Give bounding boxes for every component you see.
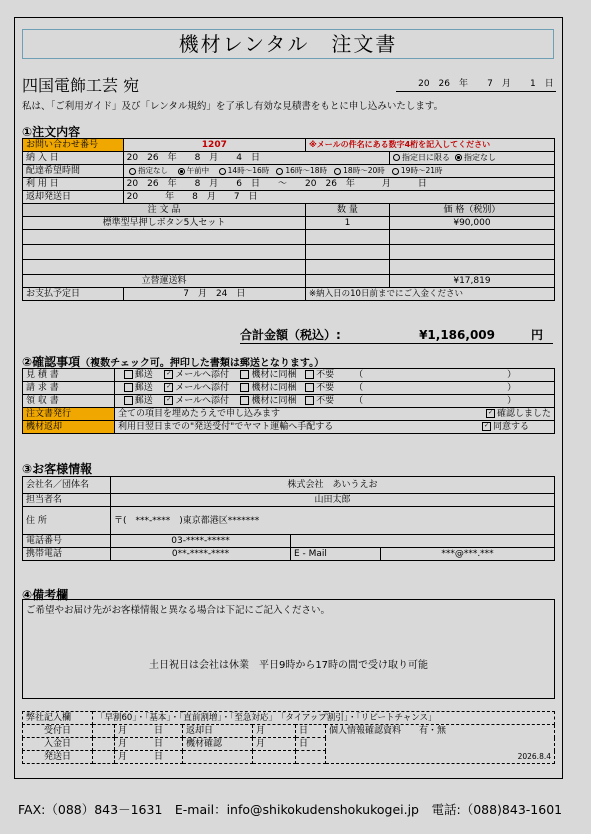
remarks-box[interactable] (22, 599, 555, 699)
delivery-value[interactable]: 20 26 年 8 月 4 日 (123, 152, 389, 165)
item-qty[interactable]: 1 (306, 217, 390, 230)
pay-label: お支払予定日 (23, 288, 124, 301)
inquiry-note: ※メールの件名にある数字4桁を記入してください (306, 139, 555, 152)
section-customer-title: ③お客様情報 (22, 462, 93, 476)
confirm-order-label: 注文書発行 (23, 408, 115, 421)
form-title: 機材レンタル 注文書 (22, 29, 554, 59)
time-label: 配達希望時間 (23, 165, 124, 178)
intro-text: 私は、「ご利用ガイド」及び「レンタル規約」を了承し有効な見積書をもとに申し込みいたします。 (22, 101, 444, 112)
footer-contact: FAX:（088）843－1631 E-mail：info@shikokudenshokukogei.jp 電話:（088)843-1601 (18, 802, 563, 817)
order-table (22, 138, 555, 301)
chk-none[interactable] (305, 370, 314, 379)
return-value[interactable]: 20 年 8 月 7 日 (123, 191, 554, 204)
item-name[interactable] (23, 245, 306, 260)
col-item-header: 注 文 品 (23, 204, 306, 217)
shipping-qty (306, 275, 390, 288)
chk-bundle[interactable] (240, 396, 249, 405)
address-value[interactable]: 〒( ***-**** )東京都港区******* (111, 507, 555, 535)
chk-bundle[interactable] (240, 370, 249, 379)
delivery-radio-none[interactable] (455, 154, 462, 161)
confirm-return-check[interactable]: ✓ (483, 422, 489, 429)
chk-bundle[interactable] (240, 383, 249, 392)
chk-post[interactable] (124, 396, 133, 405)
section-remarks-title: ④備考欄 (22, 588, 69, 602)
chk-post[interactable] (124, 383, 133, 392)
time-radio-5[interactable] (392, 168, 399, 175)
item-price[interactable] (389, 245, 554, 260)
office-discounts: 「早割60」・「基本」・「直前割増」・「至急対応」 「タイアップ割引」・「リピートチャンス」 (93, 712, 555, 725)
doc-options: 郵送 ✓ メールへ添付 機材に同梱 不要 （ ） (115, 382, 555, 395)
person-value[interactable]: 山田太郎 (111, 494, 555, 507)
total-value: ¥1,186,009 (419, 328, 495, 342)
confirm-order-text: 全ての項目を埋めたうえで申し込みます ✓ 確認しました (115, 408, 555, 421)
mobile-label: 携帯電話 (23, 548, 111, 561)
time-radio-1[interactable] (178, 168, 185, 175)
delivery-options: 指定日に限る 指定なし (389, 152, 554, 165)
item-name[interactable]: 標準型早押しボタン5人セット (23, 217, 306, 230)
shipping-label: 立替運送料 (23, 275, 306, 288)
time-options: 指定なし 午前中 14時～16時 16時～18時 18時～20時 19時～21時 (123, 165, 554, 178)
pay-value[interactable]: 7 月 24 日 (123, 288, 305, 301)
doc-label: 領 収 書 (23, 395, 115, 408)
doc-options: 郵送 ✓ メールへ添付 機材に同梱 不要 （ ） (115, 369, 555, 382)
delivery-label: 納 入 日 (23, 152, 124, 165)
col-qty-header: 数 量 (306, 204, 390, 217)
pay-note: ※納入日の10日前までにご入金ください (306, 288, 555, 301)
mail-value[interactable]: ***@***.*** (381, 548, 555, 561)
item-qty[interactable] (306, 230, 390, 245)
tel-value[interactable]: 03-****-***** (111, 535, 291, 548)
chk-none[interactable] (305, 383, 314, 392)
inquiry-value[interactable]: 1207 (123, 139, 305, 152)
doc-label: 請 求 書 (23, 382, 115, 395)
remarks-note: ご希望やお届け先がお客様情報と異なる場合は下記にご記入ください。 (26, 605, 331, 616)
doc-label: 見 積 書 (23, 369, 115, 382)
chk-none[interactable] (305, 396, 314, 405)
use-label: 利 用 日 (23, 178, 124, 191)
col-price-header: 価 格（税別） (389, 204, 554, 217)
doc-options: 郵送 ✓ メールへ添付 機材に同梱 不要 （ ） (115, 395, 555, 408)
order-date: 20 26 年 7 月 1 日 (396, 76, 556, 92)
confirm-return-label: 機材返却 (23, 421, 115, 434)
chk-post[interactable] (124, 370, 133, 379)
item-price[interactable] (389, 260, 554, 275)
item-name[interactable] (23, 230, 306, 245)
form-version: 2026.8.4 (326, 751, 555, 764)
addressee: 四国電飾工芸 宛 (22, 76, 140, 95)
company-value[interactable]: 株式会社 あいうえお (111, 477, 555, 494)
item-qty[interactable] (306, 260, 390, 275)
shipping-price[interactable]: ¥17,819 (389, 275, 554, 288)
time-radio-4[interactable] (334, 168, 341, 175)
company-label: 会社名／団体名 (23, 477, 111, 494)
person-label: 担当者名 (23, 494, 111, 507)
confirm-table (22, 368, 555, 434)
time-radio-2[interactable] (219, 168, 226, 175)
chk-mail[interactable]: ✓ (166, 396, 172, 403)
confirm-order-check[interactable]: ✓ (487, 409, 493, 416)
confirm-return-text: 利用日翌日までの"発送受付"でヤマト運輸へ手配する ✓ 同意する (115, 421, 555, 434)
tel-label: 電話番号 (23, 535, 111, 548)
section-order-title: ①注文内容 (22, 125, 81, 139)
office-label: 弊社記入欄 (23, 712, 93, 725)
item-name[interactable] (23, 260, 306, 275)
time-radio-3[interactable] (276, 168, 283, 175)
time-radio-0[interactable] (129, 168, 136, 175)
return-label: 返却発送日 (23, 191, 124, 204)
section-confirm-title: ②確認事項（複数チェック可。押印した書類は郵送となります。） (22, 355, 325, 369)
item-qty[interactable] (306, 245, 390, 260)
mobile-value[interactable]: 0**-****-**** (111, 548, 291, 561)
item-price[interactable]: ¥90,000 (389, 217, 554, 230)
mail-label: E - Mail (291, 548, 381, 561)
delivery-radio-fixed[interactable] (393, 154, 400, 161)
use-value[interactable]: 20 26 年 8 月 6 日 ～ 20 26 年 月 日 (123, 178, 554, 191)
chk-mail[interactable]: ✓ (166, 383, 172, 390)
chk-mail[interactable]: ✓ (166, 370, 172, 377)
customer-table (22, 476, 555, 561)
office-table: 弊社記入欄 「早割60」・「基本」・「直前割増」・「至急対応」 「タイアップ割引」・「リピートチャンス」 受付日 月 日 返却日 月 日 個人情報確認資料 有・無 入金日 月 日 機材確認 月 日 発送日 月 日 2026.8.4 (22, 711, 555, 764)
remarks-text: 土日祝日は会社は休業 平日9時から17時の間で受け取り可能 (148, 660, 429, 671)
address-label: 住 所 (23, 507, 111, 535)
total-amount: 合計金額（税込）: ¥1,186,009 円 (240, 326, 553, 344)
item-price[interactable] (389, 230, 554, 245)
inquiry-label: お問い合わせ番号 (23, 139, 124, 152)
